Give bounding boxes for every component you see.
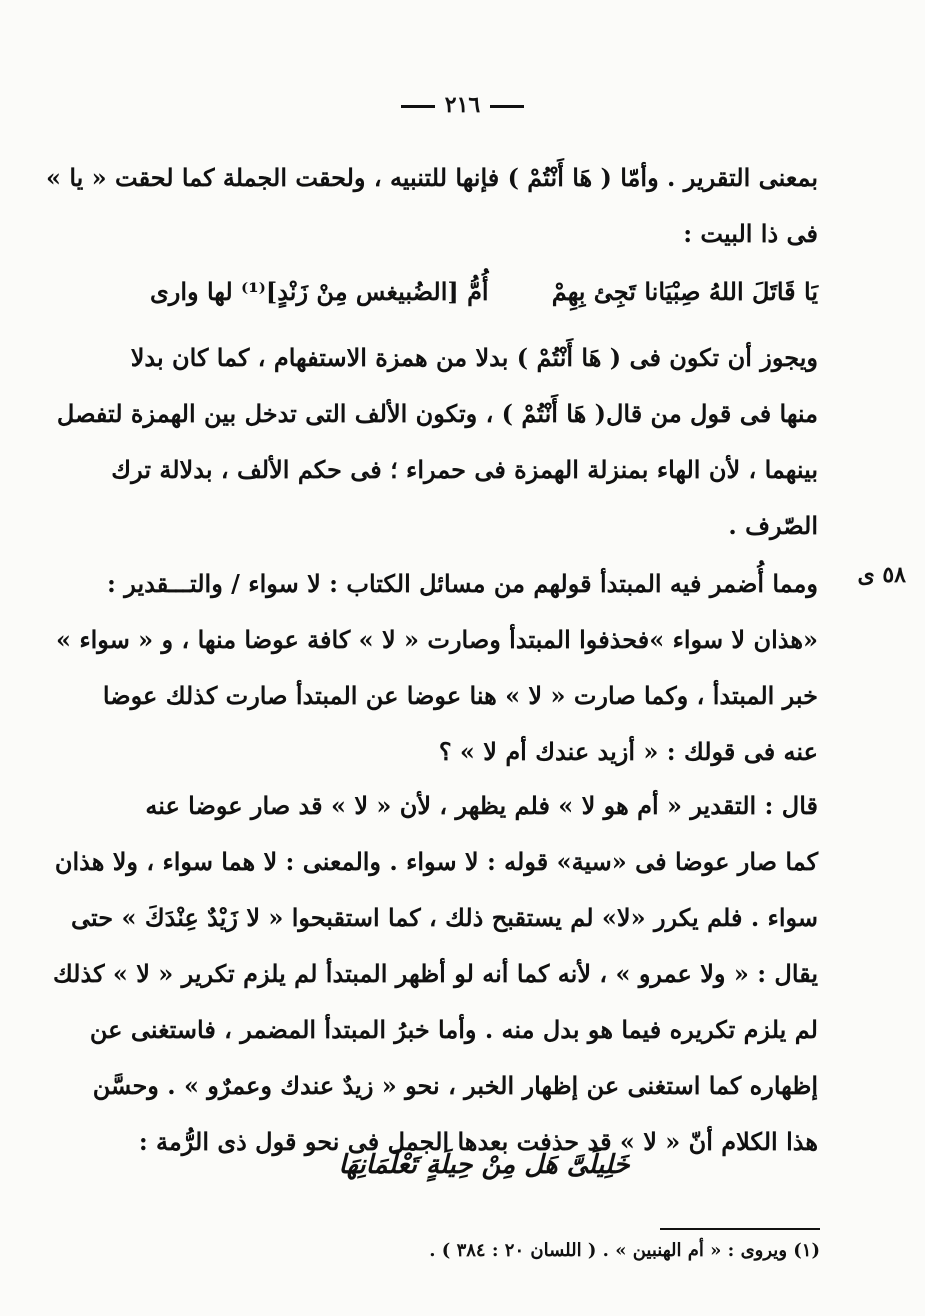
page-number-text: ٢١٦: [444, 92, 481, 118]
text-line: كما صار عوضا فى «سية» قوله : لا سواء . والمعنى : لا هما سواء ، ولا هذان: [54, 847, 818, 876]
paragraph-2: [56, 330, 818, 554]
page-number: [0, 92, 925, 118]
text-line: يقال : « ولا عمرو » ، لأنه كما أنه لو أظهر المبتدأ لم يلزم تكرير « لا » كذلك: [52, 959, 818, 988]
dash-right: [490, 105, 524, 108]
text-line: قال : التقدير « أم هو لا » فلم يظهر ، لأن « لا » قد صار عوضا عنه: [145, 791, 818, 820]
text-line: «هذان لا سواء »فحذفوا المبتدأ وصارت « لا » كافة عوضا منها ، و « سواء »: [56, 625, 818, 654]
dash-left: [401, 105, 435, 108]
text-line: بمعنى التقرير . وأمّا ( هَا أَنْتُمْ ) فإنها للتنبيه ، ولحقت الجملة كما لحقت « يا »: [45, 163, 818, 192]
text-line: منها فى قول من قال( هَا أَنْتُمْ ) ، وتكون الألف التى تدخل بين الهمزة لتفصل: [56, 399, 818, 428]
paragraph-4: [52, 778, 818, 1170]
text-line: الصّرف .: [728, 511, 818, 540]
paragraph-1: [45, 150, 818, 262]
paragraph-3: [56, 556, 818, 780]
text-line: سواء . فلم يكرر «لا» لم يستقبح ذلك ، كما استقبحوا « لا زَيْدٌ عِنْدَكَ » حتى: [71, 903, 818, 932]
text-line: ومما أُضمر فيه المبتدأ قولهم من مسائل الكتاب : لا سواء / والتـــقدير :: [107, 569, 818, 598]
verse-left-hemistich: أُمُّ [الضُبيغس مِنْ زَنْدٍ]⁽¹⁾ لها وارى: [150, 277, 489, 306]
footnote: (١) ويروى : « أم الهنبين » . ( اللسان ٢٠ : ٣٨٤ ) .: [429, 1240, 820, 1261]
text-line: خبر المبتدأ ، وكما صارت « لا » هنا عوضا عن المبتدأ صارت كذلك عوضا: [102, 681, 818, 710]
verse-2: خَلِيلَىَّ هَل مِنْ حِيلَةٍ تَعْلَمَانِهَا: [338, 1150, 630, 1180]
text-line: إظهاره كما استغنى عن إظهار الخبر ، نحو « زيدٌ عندك وعمرٌو » . وحسَّن: [92, 1071, 818, 1100]
verse-1: [150, 264, 818, 320]
footnote-divider: [660, 1228, 820, 1230]
text-line: لم يلزم تكريره فيما هو بدل منه . وأما خبرُ المبتدأ المضمر ، فاستغنى عن: [89, 1015, 818, 1044]
text-line: هذا الكلام أنّ « لا » قد حذفت بعدها الجمل فى نحو قول ذى الرُّمة :: [138, 1127, 818, 1156]
text-line: بينهما ، لأن الهاء بمنزلة الهمزة فى حمراء ؛ فى حكم الألف ، بدلالة ترك: [111, 455, 818, 484]
marginal-note: ٥٨ ى: [857, 562, 906, 588]
text-line: فى ذا البيت :: [683, 219, 818, 248]
verse-right-hemistich: يَا قَاتَلَ اللهُ صِبْيَانا تَجِئ بِهِمْ: [551, 277, 818, 306]
text-line: عنه فى قولك : « أزيد عندك أم لا » ؟: [438, 737, 818, 766]
text-line: ويجوز أن تكون فى ( هَا أَنْتُمْ ) بدلا من همزة الاستفهام ، كما كان بدلا: [130, 343, 818, 372]
